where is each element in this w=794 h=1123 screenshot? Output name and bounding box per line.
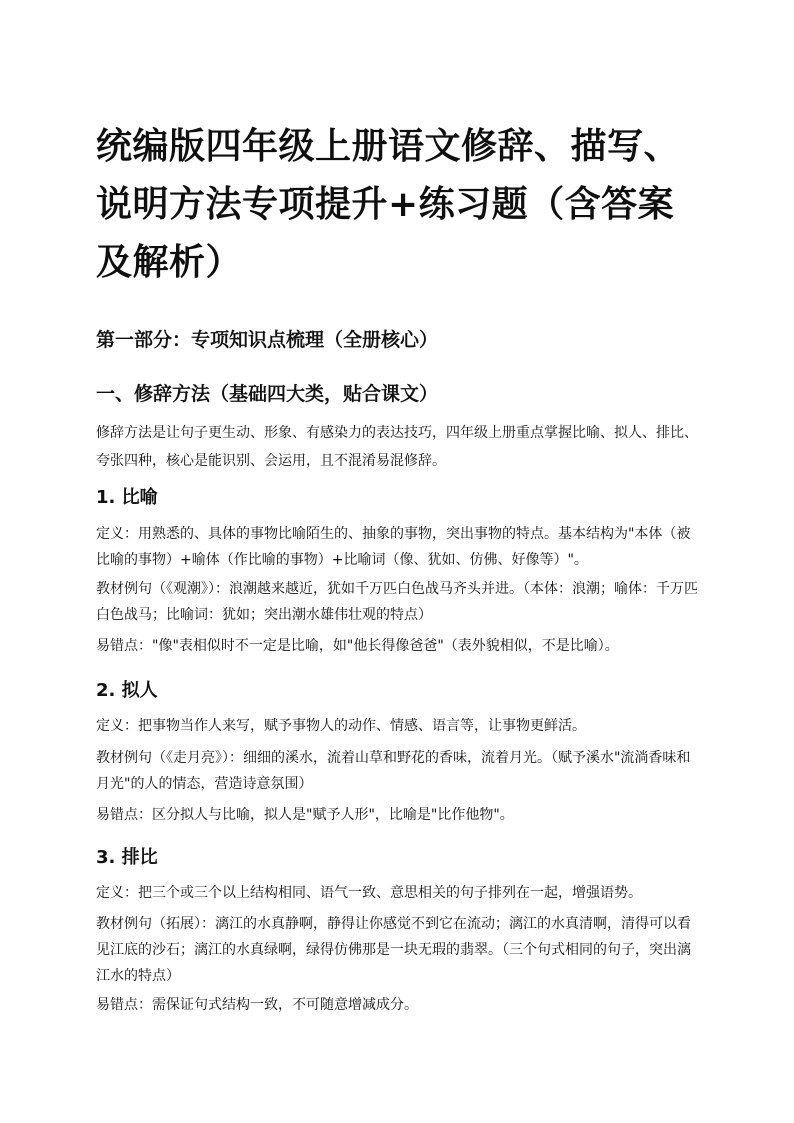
parallelism-example: 教材例句（拓展）：漓江的水真静啊，静得让你感觉不到它在流动；漓江的水真清啊，清得可以看见江底的沙石；漓江的水真绿啊，绿得仿佛那是一块无瑕的翡翠。（三个句式相同的句子，突出漓江水的特点）: [96, 916, 691, 984]
subsection-heading-metaphor: 1. 比喻: [96, 487, 158, 508]
subsection-heading-personification: 2. 拟人: [96, 680, 158, 701]
metaphor-definition: 定义：用熟悉的、具体的事物比喻陌生的、抽象的事物，突出事物的特点。基本结构为"本体（被比喻的事物）+喻体（作比喻的事物）+比喻词（像、犹如、仿佛、好像等）"。: [96, 526, 691, 568]
document-title: 统编版四年级上册语文修辞、描写、说明方法专项提升+练习题（含答案及解析）: [96, 126, 681, 283]
subsection-heading-parallelism: 3. 排比: [96, 847, 158, 868]
metaphor-example: 教材例句（《观潮》）：浪潮越来越近，犹如千万匹白色战马齐头并进。（本体：浪潮；喻体：千万匹白色战马；比喻词：犹如；突出潮水雄伟壮观的特点）: [96, 581, 698, 623]
personification-pitfall: 易错点：区分拟人与比喻，拟人是"赋予人形"，比喻是"比作他物"。: [96, 807, 514, 823]
section-heading: 一、修辞方法（基础四大类，贴合课文）: [96, 383, 439, 405]
parallelism-definition: 定义：把三个或三个以上结构相同、语气一致、意思相关的句子排列在一起，增强语势。: [96, 885, 642, 901]
metaphor-pitfall: 易错点："像"表相似时不一定是比喻，如"他长得像爸爸"（表外貌相似，不是比喻）。: [96, 638, 619, 654]
part-heading: 第一部分：专项知识点梳理（全册核心）: [96, 329, 439, 351]
personification-example: 教材例句（《走月亮》）：细细的溪水，流着山草和野花的香味，流着月光。（赋予溪水"流淌香味和月光"的人的情态，营造诗意氛围）: [96, 750, 691, 792]
personification-definition: 定义：把事物当作人来写，赋予事物人的动作、情感、语言等，让事物更鲜活。: [96, 718, 586, 734]
intro-paragraph: 修辞方法是让句子更生动、形象、有感染力的表达技巧，四年级上册重点掌握比喻、拟人、排比、夸张四种，核心是能识别、会运用，且不混淆易混修辞。: [96, 425, 698, 469]
parallelism-pitfall: 易错点：需保证句式结构一致，不可随意增减成分。: [96, 997, 418, 1013]
